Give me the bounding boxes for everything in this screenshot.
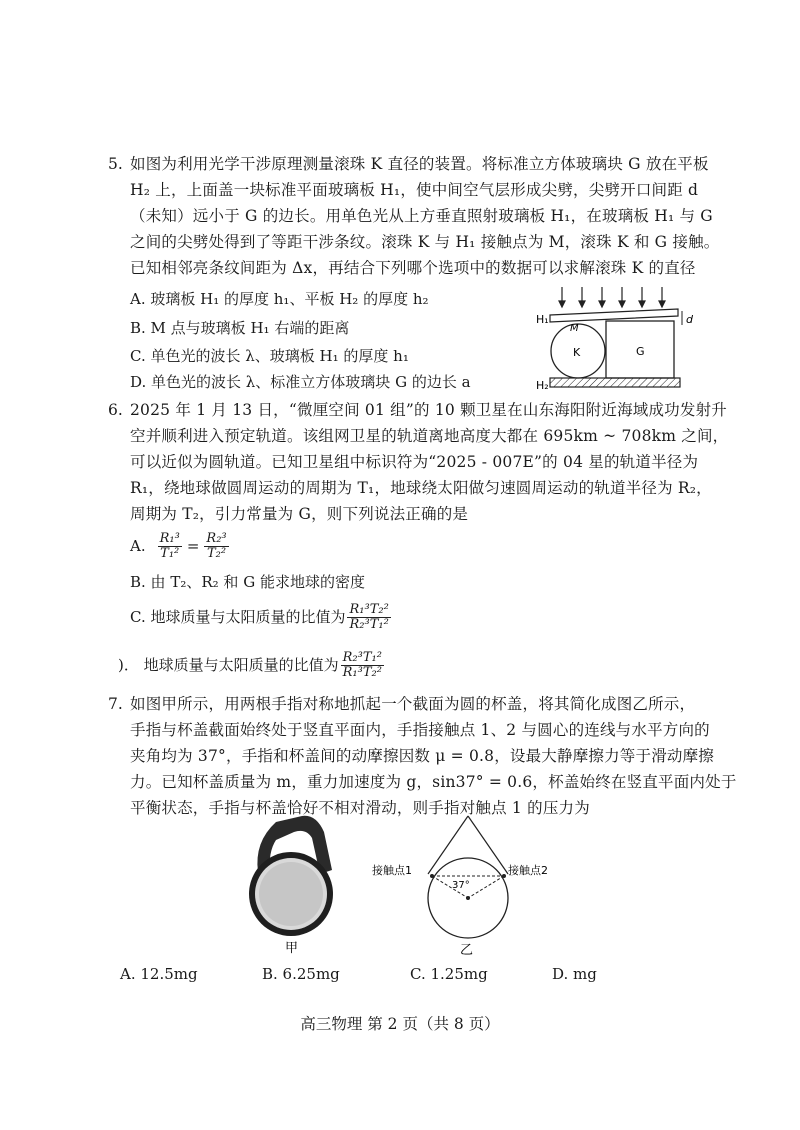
frac-top: R₁³ [159,530,180,546]
frac-bottom: T₁² [160,545,180,561]
q6-option-d-fraction [341,651,384,680]
label-h2: H₂ [536,379,549,392]
q6-option-a-label: A. [130,537,146,555]
frac-top: R₂³T₁² [342,649,382,665]
label-g: G [636,345,645,358]
q7-option-b: B. 6.25mg [262,965,340,983]
q7-line-4: 力。已知杯盖质量为 m，重力加速度为 g，sin37° = 0.6，杯盖始终在竖直平面内处于 [130,773,737,791]
frac-bottom: R₂³T₁² [349,616,389,632]
q7-line-2: 手指与杯盖截面始终处于竖直平面内，手指接触点 1、2 与圆心的连线与水平方向的 [130,721,710,739]
plate-h2 [550,378,680,387]
label-k: K [573,346,581,359]
q5-line-5: 已知相邻亮条纹间距为 Δx，再结合下列哪个选项中的数据可以求解滚珠 K 的直径 [130,259,696,277]
q6-option-c-text: C. 地球质量与太阳质量的比值为 [130,608,346,626]
q7-option-a: A. 12.5mg [120,965,198,983]
q5-option-d: D. 单色光的波长 λ、标准立方体玻璃块 G 的边长 a [130,373,471,391]
frac-top: R₁³T₂² [349,601,389,617]
q6-line-3: 可以近似为圆轨道。已知卫星组中标识符为“2025 - 007E”的 04 星的轨道半径为 [130,453,699,471]
q7-figure-yi [372,812,572,962]
q7-figure-jia [236,812,346,962]
q7-option-c: C. 1.25mg [410,965,488,983]
q5-option-a: A. 玻璃板 H₁ 的厚度 h₁、平板 H₂ 的厚度 h₂ [130,290,429,308]
q6-option-d [118,645,386,685]
angle-label: 37° [452,880,470,891]
plate-h1 [550,309,678,322]
label-h1: H₁ [536,313,549,326]
q5-interference-figure [530,283,700,393]
label-m: M [570,323,579,334]
q7-line-3: 夹角均为 37°，手指和杯盖间的动摩擦因数 μ = 0.8，设最大静摩擦力等于滑动摩擦 [130,747,714,765]
figure-jia-label: 甲 [285,941,299,956]
q5-line-4: 之间的尖劈处得到了等距干涉条纹。滚珠 K 与 H₁ 接触点为 M，滚珠 K 和 G 接触。 [130,233,720,251]
q5-line-1: 如图为利用光学干涉原理测量滚珠 K 直径的装置。将标准立方体玻璃块 G 放在平板 [130,155,709,173]
q5-number: 5. [108,155,123,173]
frac-bottom: R₁³T₂² [342,664,382,680]
label-d: d [686,313,693,326]
page-footer: 高三物理 第 2 页（共 8 页） [300,1015,500,1033]
q5-option-b: B. M 点与玻璃板 H₁ 右端的距离 [130,319,350,337]
q7-line-1: 如图甲所示，用两根手指对称地抓起一个截面为圆的杯盖，将其简化成图乙所示， [130,695,696,713]
q6-option-b: B. 由 T₂、R₂ 和 G 能求地球的密度 [130,573,365,591]
q7-option-d: D. mg [552,965,597,983]
frac-top: R₂³ [206,530,227,546]
q5-option-c: C. 单色光的波长 λ、玻璃板 H₁ 的厚度 h₁ [130,347,409,365]
q6-option-a-right-fraction [204,532,228,561]
q6-option-d-text: )． 地球质量与太阳质量的比值为 [118,656,339,674]
q6-line-1: 2025 年 1 月 13 日，“微厘空间 01 组”的 10 颗卫星在山东海阳附近海域成功发射升 [130,401,727,419]
figure-yi-label: 乙 [460,943,474,958]
q6-option-c-fraction [347,603,390,632]
q6-number: 6. [108,401,123,419]
contact-point-2-label: 接触点2 [508,864,548,877]
equals-sign: = [186,537,200,555]
q7-number: 7. [108,695,123,713]
frac-bottom: T₂² [206,545,227,561]
q7-line-5: 平衡状态，手指与杯盖恰好不相对滑动，则手指对触点 1 的压力为 [130,799,590,817]
q5-line-2: H₂ 上，上面盖一块标准平面玻璃板 H₁，使中间空气层形成尖劈，尖劈开口间距 d [130,181,699,199]
q5-line-3: （未知）远小于 G 的边长。用单色光从上方垂直照射玻璃板 H₁，在玻璃板 H₁ 与 G [130,207,713,225]
contact-point-1-label: 接触点1 [372,864,412,877]
q6-line-5: 周期为 T₂，引力常量为 G，则下列说法正确的是 [130,505,469,523]
lid-inner-face [259,862,323,926]
q6-line-4: R₁，绕地球做圆周运动的周期为 T₁，地球绕太阳做匀速圆周运动的轨道半径为 R₂， [130,479,712,497]
q6-option-a [130,528,231,564]
light-arrows [559,287,665,307]
q6-option-c [130,597,393,637]
q6-line-2: 空并顺利进入预定轨道。该组网卫星的轨道离地高度大都在 695km ~ 708km 之间， [130,427,729,445]
q6-option-a-left-fraction [158,532,182,561]
